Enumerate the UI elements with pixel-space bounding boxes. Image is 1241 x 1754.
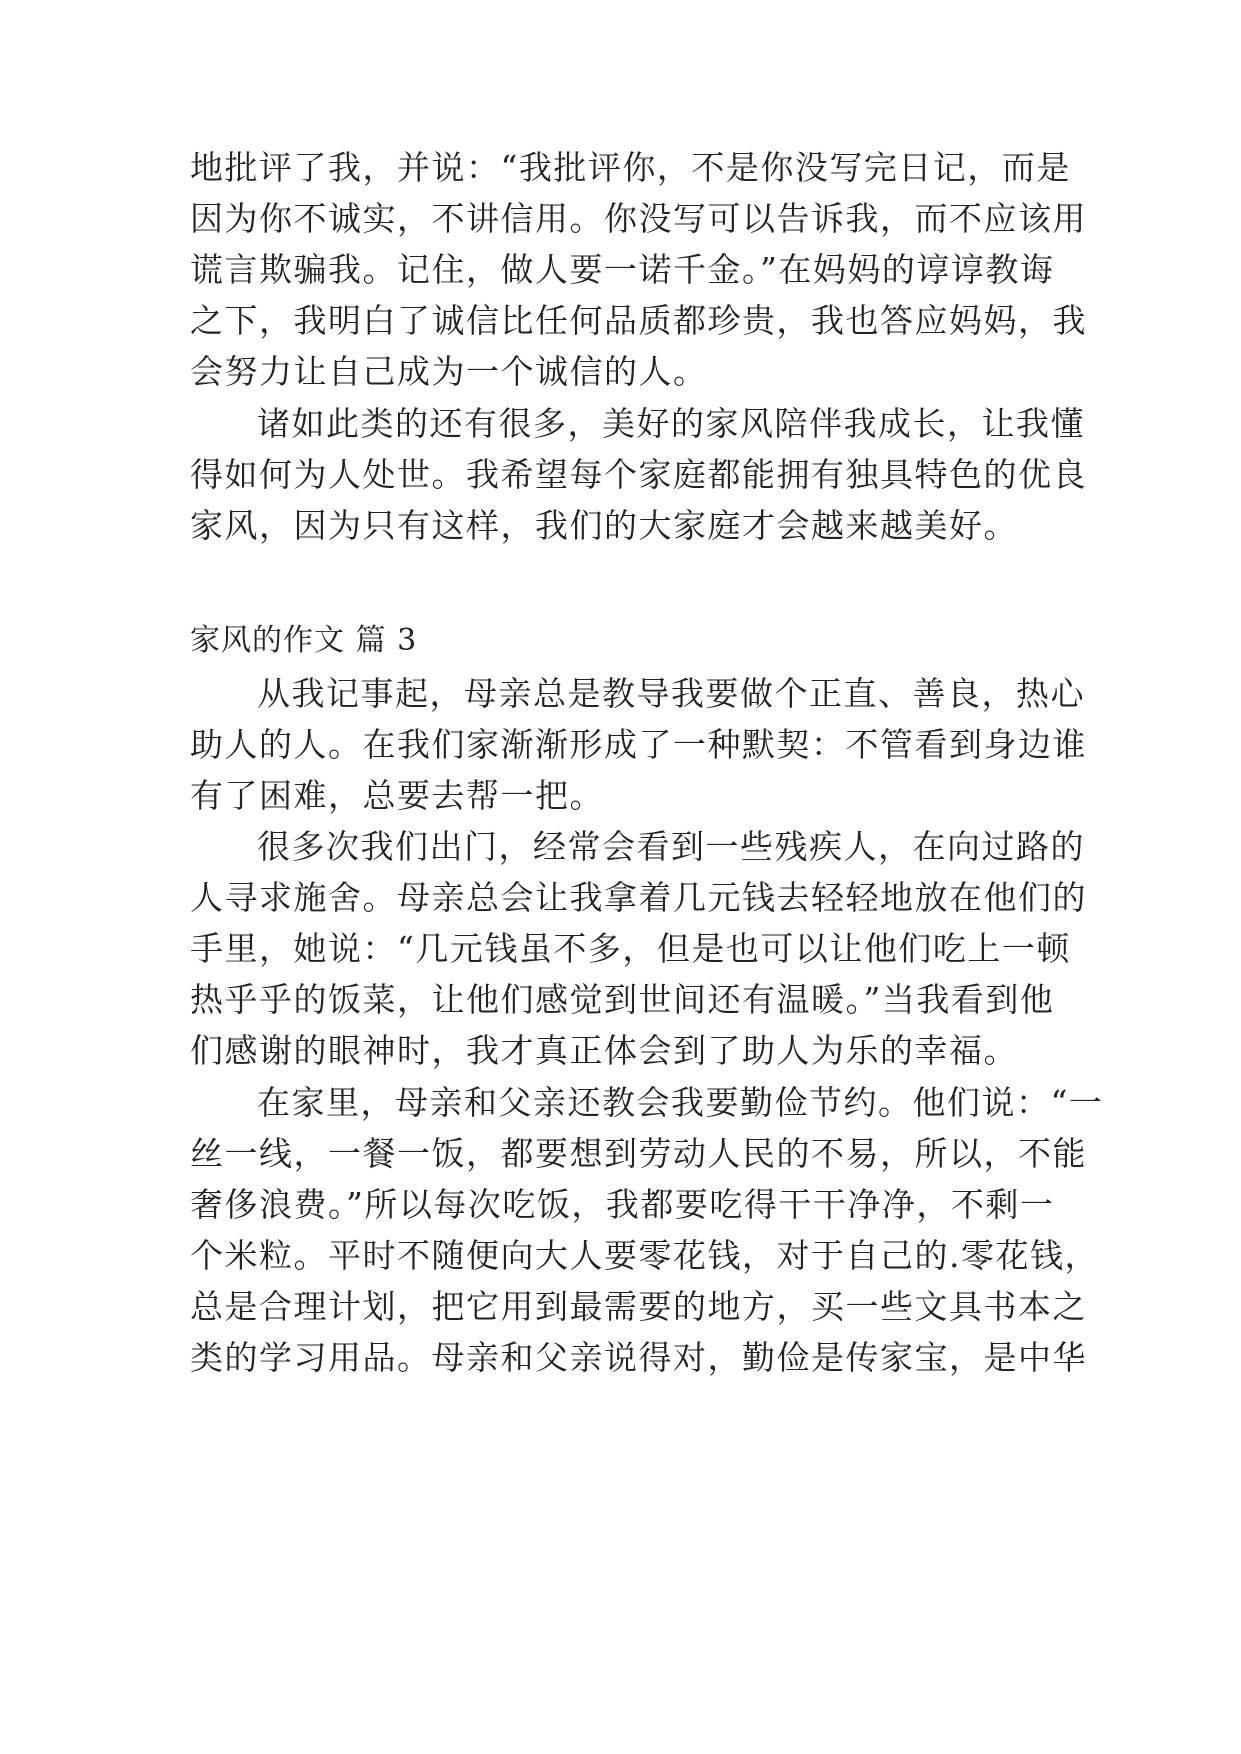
text-line: 地批评了我，并说：“我批评你，不是你没写完日记，而是 — [190, 148, 1071, 187]
text-line: 在家里，母亲和父亲还教会我要勤俭节约。他们说：“一 — [257, 1083, 1104, 1122]
text-line: 因为你不诚实，不讲信用。你没写可以告诉我，而不应该用 — [190, 199, 1087, 238]
text-line: 会努力让自己成为一个诚信的人。 — [190, 352, 708, 391]
text-line: 家风，因为只有这样，我们的大家庭才会越来越美好。 — [190, 506, 1018, 545]
text-line: 类的学习用品。母亲和父亲说得对，勤俭是传家宝，是中华 — [190, 1338, 1087, 1377]
text-line: 个米粒。平时不随便向大人要零花钱，对于自己的.零花钱， — [190, 1236, 1099, 1275]
text-line: 之下，我明白了诚信比任何品质都珍贵，我也答应妈妈，我 — [190, 301, 1087, 340]
text-line: 奢侈浪费。”所以每次吃饭，我都要吃得干干净净，不剩一 — [190, 1185, 1055, 1224]
text-line: 从我记事起，母亲总是教导我要做个正直、善良，热心 — [257, 674, 1085, 713]
text-line: 丝一线，一餐一饭，都要想到劳动人民的不易，所以，不能 — [190, 1134, 1087, 1173]
text-line: 有了困难，总要去帮一把。 — [190, 776, 604, 815]
text-line: 助人的人。在我们家渐渐形成了一种默契：不管看到身边谁 — [190, 725, 1087, 764]
text-line: 人寻求施舍。母亲总会让我拿着几元钱去轻轻地放在他们的 — [190, 878, 1087, 917]
text-line: 谎言欺骗我。记住，做人要一诺千金。”在妈妈的谆谆教诲 — [190, 250, 1055, 289]
text-line: 很多次我们出门，经常会看到一些残疾人，在向过路的 — [257, 827, 1085, 866]
text-line: 热乎乎的饭菜，让他们感觉到世间还有温暖。”当我看到他 — [190, 980, 1055, 1019]
text-line: 总是合理计划，把它用到最需要的地方，买一些文具书本之 — [190, 1287, 1087, 1326]
text-line: 诸如此类的还有很多，美好的家风陪伴我成长，让我懂 — [257, 404, 1085, 443]
text-line: 们感谢的眼神时，我才真正体会到了助人为乐的幸福。 — [190, 1031, 1018, 1070]
text-line: 得如何为人处世。我希望每个家庭都能拥有独具特色的优良 — [190, 455, 1087, 494]
section-heading: 家风的作文 篇 3 — [190, 623, 418, 658]
text-line: 手里，她说：“几元钱虽不多，但是也可以让他们吃上一顿 — [190, 929, 1071, 968]
